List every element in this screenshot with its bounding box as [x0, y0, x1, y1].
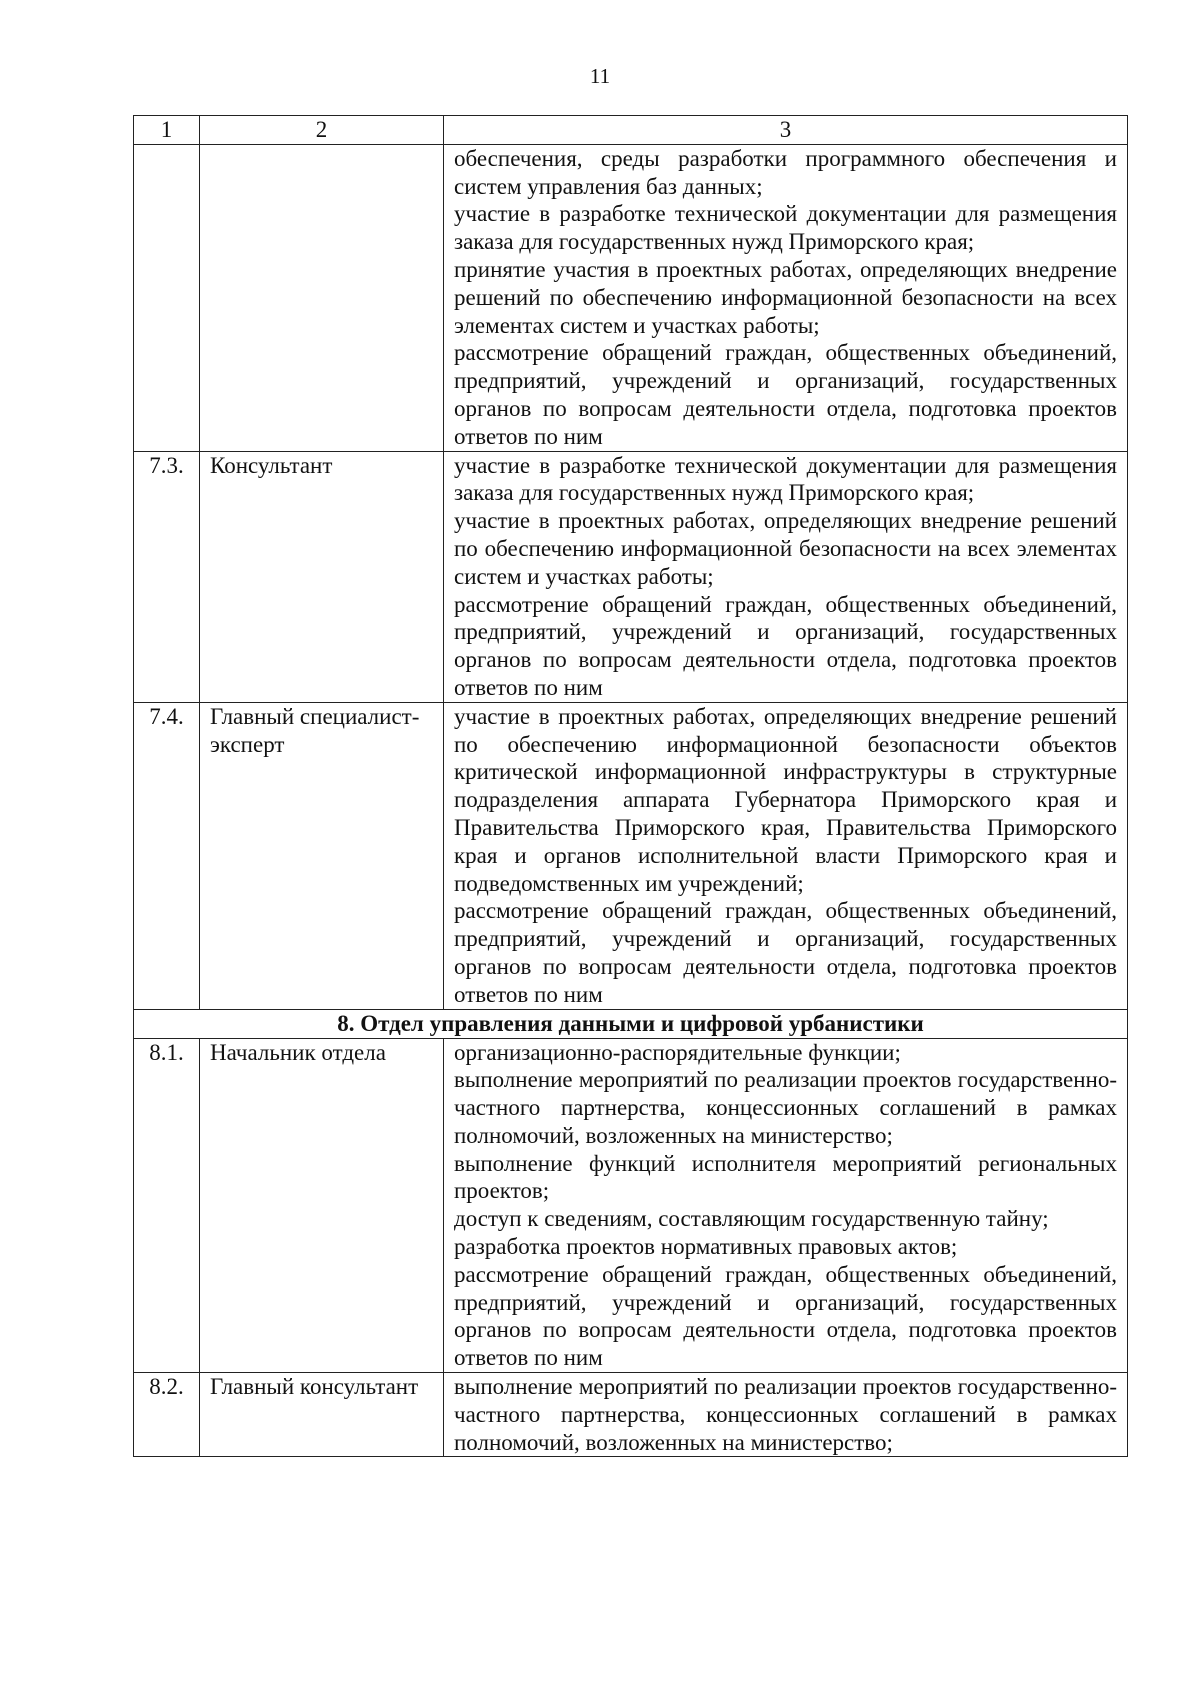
- row-number: 7.3.: [134, 451, 200, 702]
- position-title: [200, 144, 444, 451]
- positions-table: [133, 115, 1128, 1457]
- duties-cell: [444, 702, 1128, 1009]
- column-header: 2: [200, 116, 444, 145]
- column-header: 3: [444, 116, 1128, 145]
- duty-item: выполнение функций исполнителя мероприятий региональных проектов;: [454, 1150, 1117, 1204]
- position-title: Начальник отдела: [200, 1038, 444, 1373]
- row-number: 8.2.: [134, 1373, 200, 1457]
- row-number: 8.1.: [134, 1038, 200, 1373]
- duty-item: рассмотрение обращений граждан, общественных объединений, предприятий, учреждений и организаций, государственных органов по вопросам деятельности отдела, подготовка проектов ответов по ним: [454, 591, 1117, 700]
- duties-cell: [444, 1038, 1128, 1373]
- duty-item: рассмотрение обращений граждан, общественных объединений, предприятий, учреждений и организаций, государственных органов по вопросам деятельности отдела, подготовка проектов ответов по ним: [454, 340, 1117, 449]
- duty-item: рассмотрение обращений граждан, общественных объединений, предприятий, учреждений и организаций, государственных органов по вопросам деятельности отдела, подготовка проектов ответов по ним: [454, 1261, 1117, 1371]
- row-number: 7.4.: [134, 702, 200, 1009]
- table-row: [134, 1038, 1128, 1373]
- duty-item: выполнение мероприятий по реализации проектов государственно-частного партнерства, концессионных соглашений в рамках полномочий, возложенных на министерство;: [454, 1374, 1117, 1455]
- table-row: [134, 702, 1128, 1009]
- duties-cell: [444, 1373, 1128, 1457]
- duty-item: участие в проектных работах, определяющих внедрение решений по обеспечению информационной безопасности на всех элементах систем и участках работы;: [454, 508, 1117, 589]
- table-row: [134, 1373, 1128, 1457]
- duty-item: принятие участия в проектных работах, определяющих внедрение решений по обеспечению информационной безопасности на всех элементах систем и участках работы;: [454, 256, 1117, 338]
- section-heading: 8. Отдел управления данными и цифровой урбанистики: [134, 1009, 1128, 1038]
- duty-item: рассмотрение обращений граждан, общественных объединений, предприятий, учреждений и организаций, государственных органов по вопросам деятельности отдела, подготовка проектов ответов по ним: [454, 898, 1117, 1007]
- duty-item: разработка проектов нормативных правовых актов;: [454, 1234, 958, 1260]
- table-row: [134, 451, 1128, 702]
- duties-cell: [444, 144, 1128, 451]
- duties-cell: [444, 451, 1128, 702]
- table-header-row: [134, 116, 1128, 145]
- section-row: [134, 1009, 1128, 1038]
- position-title: Консультант: [200, 451, 444, 702]
- row-number: [134, 144, 200, 451]
- page-number: 11: [589, 64, 611, 88]
- position-title: Главный консультант: [200, 1373, 444, 1457]
- position-title: Главный специалист-эксперт: [200, 702, 444, 1009]
- duty-item: участие в разработке технической документации для размещения заказа для государственных нужд Приморского края;: [454, 201, 1117, 255]
- duty-item: организационно-распорядительные функции;: [454, 1039, 901, 1065]
- duty-item: обеспечения, среды разработки программного обеспечения и систем управления баз данных;: [454, 145, 1117, 199]
- table-row: [134, 144, 1128, 451]
- duty-item: доступ к сведениям, составляющим государственную тайну;: [454, 1206, 1049, 1232]
- duty-item: участие в разработке технической документации для размещения заказа для государственных нужд Приморского края;: [454, 452, 1117, 506]
- duty-item: выполнение мероприятий по реализации проектов государственно-частного партнерства, концессионных соглашений в рамках полномочий, возложенных на министерство;: [454, 1067, 1117, 1148]
- column-header: 1: [134, 116, 200, 145]
- duty-item: участие в проектных работах, определяющих внедрение решений по обеспечению информационной безопасности объектов критической информационной инфраструктуры в структурные подразделения аппарата Губернатора Приморского края и Правительства Приморского края, Правительства Приморского края и органов исполнительной власти Приморского края и подведомственных им учреждений;: [454, 703, 1117, 896]
